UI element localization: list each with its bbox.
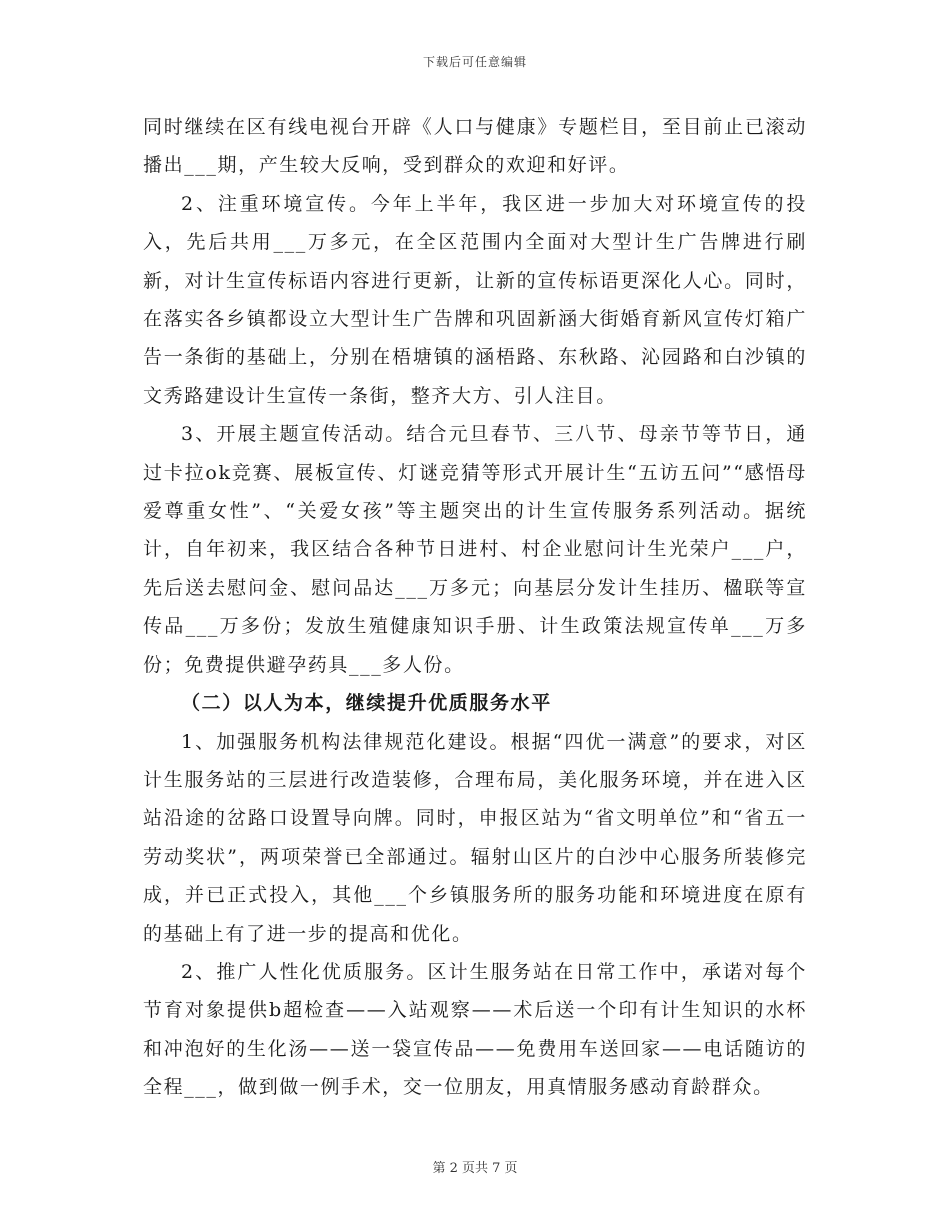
page-number-footer: 第 2 页共 7 页: [432, 1161, 518, 1176]
section-heading: （二）以人为本，继续提升优质服务水平: [181, 692, 552, 715]
paragraph-environment-publicity: 2、注重环境宣传。今年上半年，我区进一步加大对环境宣传的投入，先后共用___万多元，在全区范围内全面对大型计生广告牌进行刷新，对计生宣传标语内容进行更新，让新的宣传标语更深化人心。同时，在落实各乡镇都设立大型计生广告牌和巩固新涵大街婚育新风宣传灯箱广告一条街的基础上，分别在梧塘镇的涵梧路、东秋路、沁园路和白沙镇的文秀路建设计生宣传一条街，整齐大方、引人注目。: [143, 192, 807, 407]
paragraph-continuation: 同时继续在区有线电视台开辟《人口与健康》专题栏目，至目前止已滚动播出___期，产生较大反响，受到群众的欢迎和好评。: [143, 116, 807, 177]
paragraph-service-standardization: 1、加强服务机构法律规范化建设。根据“四优一满意”的要求，对区计生服务站的三层进行改造装修，合理布局，美化服务环境，并在进入区站沿途的岔路口设置导向牌。同时，申报区站为“省文明单位”和“省五一劳动奖状”，两项荣誉已全部通过。辐射山区片的白沙中心服务所装修完成，并已正式投入，其他___个乡镇服务所的服务功能和环境进度在原有的基础上有了进一步的提高和优化。: [143, 730, 807, 945]
paragraph-theme-activities: 3、开展主题宣传活动。结合元旦春节、三八节、母亲节等节日，通过卡拉ok竞赛、展板宣传、灯谜竞猜等形式开展计生“五访五问”“感悟母爱尊重女性”、“关爱女孩”等主题突出的计生宣传服务系列活动。据统计，自年初来，我区结合各种节日进村、村企业慰问计生光荣户___户，先后送去慰问金、慰问品达___万多元；向基层分发计生挂历、楹联等宣传品___万多份；发放生殖健康知识手册、计生政策法规宣传单___万多份；免费提供避孕药具___多人份。: [143, 423, 807, 676]
paragraph-humanized-service: 2、推广人性化优质服务。区计生服务站在日常工作中，承诺对每个节育对象提供b超检查——入站观察——术后送一个印有计生知识的水杯和冲泡好的生化汤——送一袋宣传品——免费用车送回家——电话随访的全程___，做到做一例手术，交一位朋友，用真情服务感动育龄群众。: [143, 960, 807, 1099]
document-body: [143, 108, 807, 1107]
page-header-note: 下载后可任意编辑: [422, 55, 527, 69]
